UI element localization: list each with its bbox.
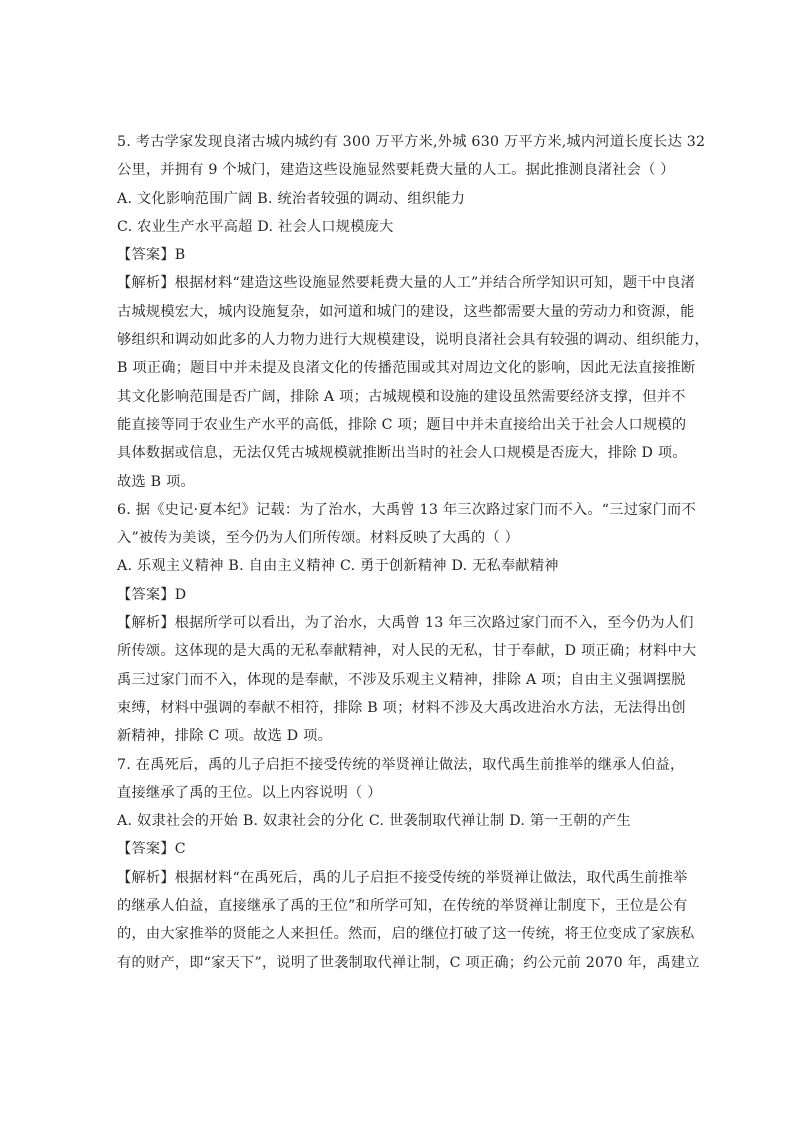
question-5-option-line: A. 文化影响范围广阔 B. 统治者较强的调动、组织能力 bbox=[117, 190, 466, 207]
question-6-answer: 【答案】D bbox=[117, 586, 187, 603]
question-5-stem-line: 5. 考古学家发现良渚古城内城约有 300 万平方米,外城 630 万平方米,城内河道长度长达 32 bbox=[117, 134, 706, 150]
question-5-analysis-line: 古城规模宏大，城内设施复杂，如河道和城门的建设，这些都需要大量的劳动力和资源，能 bbox=[117, 303, 695, 320]
question-6-option-line: A. 乐观主义精神 B. 自由主义精神 C. 勇于创新精神 D. 无私奉献精神 bbox=[117, 558, 559, 575]
question-6-analysis-line: 新精神，排除 C 项。故选 D 项。 bbox=[117, 728, 333, 745]
question-6-analysis-line: 所传颂。这体现的是大禹的无私奉献精神，对人民的无私，甘于奉献，D 项正确；材料中大 bbox=[117, 643, 697, 660]
question-5-stem-line: 公里，并拥有 9 个城门，建造这些设施显然要耗费大量的人工。据此推测良渚社会（ ） bbox=[117, 162, 675, 179]
question-7-analysis-line: 的继承人伯益，直接继承了禹的王位”和所学可知，在传统的举贤禅让制度下，王位是公有 bbox=[117, 898, 688, 915]
question-5-analysis-line: 【解析】根据材料“建造这些设施显然要耗费大量的人工”并结合所学知识可知，题干中良渚 bbox=[117, 275, 696, 292]
question-6-stem-line: 入”被传为美谈，至今仍为人们所传颂。材料反映了大禹的（ ） bbox=[117, 530, 520, 547]
question-7-analysis-line: 有的财产，即“家天下”，说明了世袭制取代禅让制，C 项正确；约公元前 2070 年，禹建立 bbox=[117, 954, 700, 971]
question-5-analysis-line: B 项正确；题目中并未提及良渚文化的传播范围或其对周边文化的影响，因此无法直接推断 bbox=[117, 360, 696, 377]
question-6-analysis-line: 【解析】根据所学可以看出，为了治水，大禹曾 13 年三次路过家门而不入，至今仍为人们 bbox=[117, 615, 694, 632]
document-page bbox=[117, 128, 709, 977]
question-6-analysis-line: 束缚，材料中强调的奉献不相符，排除 B 项；材料不涉及大禹改进治水方法，无法得出创 bbox=[117, 699, 686, 716]
question-5-option-line: C. 农业生产水平高超 D. 社会人口规模庞大 bbox=[117, 218, 394, 235]
question-5-analysis-line: 能直接等同于农业生产水平的高低，排除 C 项；题目中并未直接给出关于社会人口规模的 bbox=[117, 416, 687, 433]
question-5-analysis-line: 其文化影响范围是否广阔，排除 A 项；古城规模和设施的建设虽然需要经济支撑，但并不 bbox=[117, 388, 686, 405]
question-6-analysis-line: 禹三过家门而不入，体现的是奉献，不涉及乐观主义精神，排除 A 项；自由主义强调摆脱 bbox=[117, 671, 686, 688]
question-7-analysis-line: 的，由大家推举的贤能之人来担任。然而，启的继位打破了这一传统，将王位变成了家族私 bbox=[117, 926, 695, 943]
question-7-option-line: A. 奴隶社会的开始 B. 奴隶社会的分化 C. 世袭制取代禅让制 D. 第一王朝的产生 bbox=[117, 813, 631, 830]
question-6-stem-line: 6. 据《史记·夏本纪》记载：为了治水，大禹曾 13 年三次路过家门而不入。“三过家门而不 bbox=[117, 501, 696, 518]
question-5-analysis-line: 够组织和调动如此多的人力物力进行大规模建设，说明良渚社会具有较强的调动、组织能力， bbox=[117, 332, 709, 349]
question-7-stem-line: 7. 在禹死后，禹的儿子启拒不接受传统的举贤禅让做法，取代禹生前推举的继承人伯益， bbox=[117, 756, 685, 773]
question-7-stem-line: 直接继承了禹的王位。以上内容说明（ ） bbox=[117, 784, 382, 801]
question-5-answer: 【答案】B bbox=[117, 247, 186, 264]
question-5-analysis-line: 故选 B 项。 bbox=[117, 473, 195, 490]
question-7-answer: 【答案】C bbox=[117, 841, 186, 858]
question-5-analysis-line: 具体数据或信息，无法仅凭古城规模就推断出当时的社会人口规模是否庞大，排除 D 项。 bbox=[117, 445, 687, 462]
question-7-analysis-line: 【解析】根据材料“在禹死后，禹的儿子启拒不接受传统的举贤禅让做法，取代禹生前推举 bbox=[117, 869, 688, 886]
